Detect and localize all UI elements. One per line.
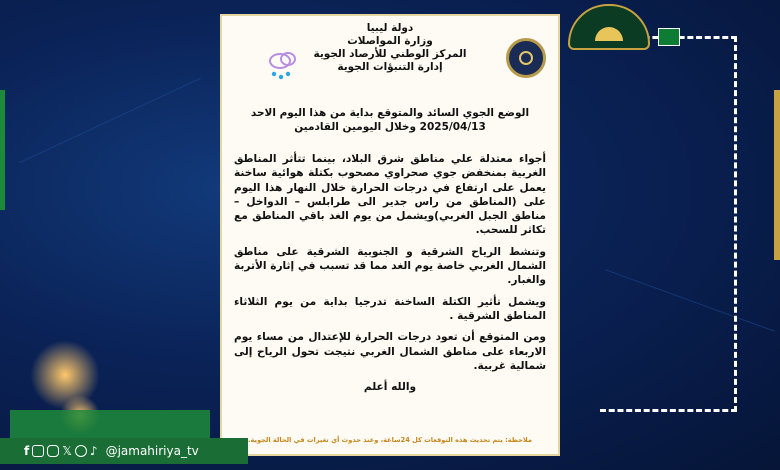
bottom-accent-bar (10, 410, 210, 438)
right-accent-bar (774, 90, 780, 260)
bulletin-title (230, 106, 550, 134)
decorative-dashed-frame (600, 36, 737, 412)
social-media-bar (0, 438, 248, 464)
left-accent-bar (0, 90, 5, 210)
instagram-icon[interactable] (47, 445, 59, 457)
tiktok-icon[interactable]: ♪ (89, 444, 98, 458)
paragraph: ومن المتوقع أن تعود درجات الحرارة للإعتدال من مساء يوم الاربعاء على مناطق الشمال الغربي نتيجت تحول الرياح إلى شمالية غربية. (234, 331, 546, 372)
paragraph: أجواء معتدلة علي مناطق شرق البلاد، بينما تتأثر المناطق الغربية بمنخفض جوي صحراوي مصحوب بكتلة هوائية ساخنة يعمل على ارتفاع في درجات الحرارة خلال النهار هذا اليوم على (المناطق من راس جدير الى طرابلس – الدواخل –مناطق الجبل الغربي)ويشمل من يوم الغد باقي المناطق مع تكاثر للسحب. (234, 153, 546, 237)
header-country: دولة ليبيا (366, 22, 414, 34)
title-line-2: 2025/04/13 وخلال اليومين القادمين (294, 121, 486, 133)
x-icon[interactable]: 𝕏 (62, 444, 72, 458)
threads-icon[interactable] (75, 445, 87, 457)
header-department: إدارة التنبؤات الجوية (337, 61, 443, 73)
flag-mark (658, 28, 680, 46)
background-line (19, 78, 201, 163)
update-note: ملاحظة: يتم تحديث هذه التوقعات كل 24ساعة، وعند حدوث أي تغيرات في الحالة الجوية. (247, 436, 533, 444)
youtube-icon[interactable] (32, 445, 44, 457)
issuer-header (222, 22, 558, 74)
channel-logo (568, 4, 650, 50)
title-line-1: الوضع الجوي السائد والمتوقع بداية من هذا اليوم الاحد (250, 107, 530, 119)
header-ministry: وزارة المواصلات (347, 35, 433, 47)
channel-handle[interactable]: @jamahiriya_tv (105, 444, 199, 458)
paragraph: ويشمل تأثير الكتلة الساخنة تدرجيا بداية من يوم الثلاثاء المناطق الشرقية . (234, 295, 546, 322)
closing-text: والله أعلم (363, 381, 417, 394)
facebook-icon[interactable]: f (24, 444, 30, 458)
weather-bulletin (220, 14, 560, 456)
bulletin-body (234, 152, 546, 401)
paragraph: وتنشط الرياح الشرقية و الجنوبية الشرقية على مناطق الشمال الغربي خاصة يوم الغد مما قد تسبب في إثارة الأتربة والغبار. (234, 245, 546, 287)
header-center: المركز الوطني للأرصاد الجوية (313, 48, 467, 60)
